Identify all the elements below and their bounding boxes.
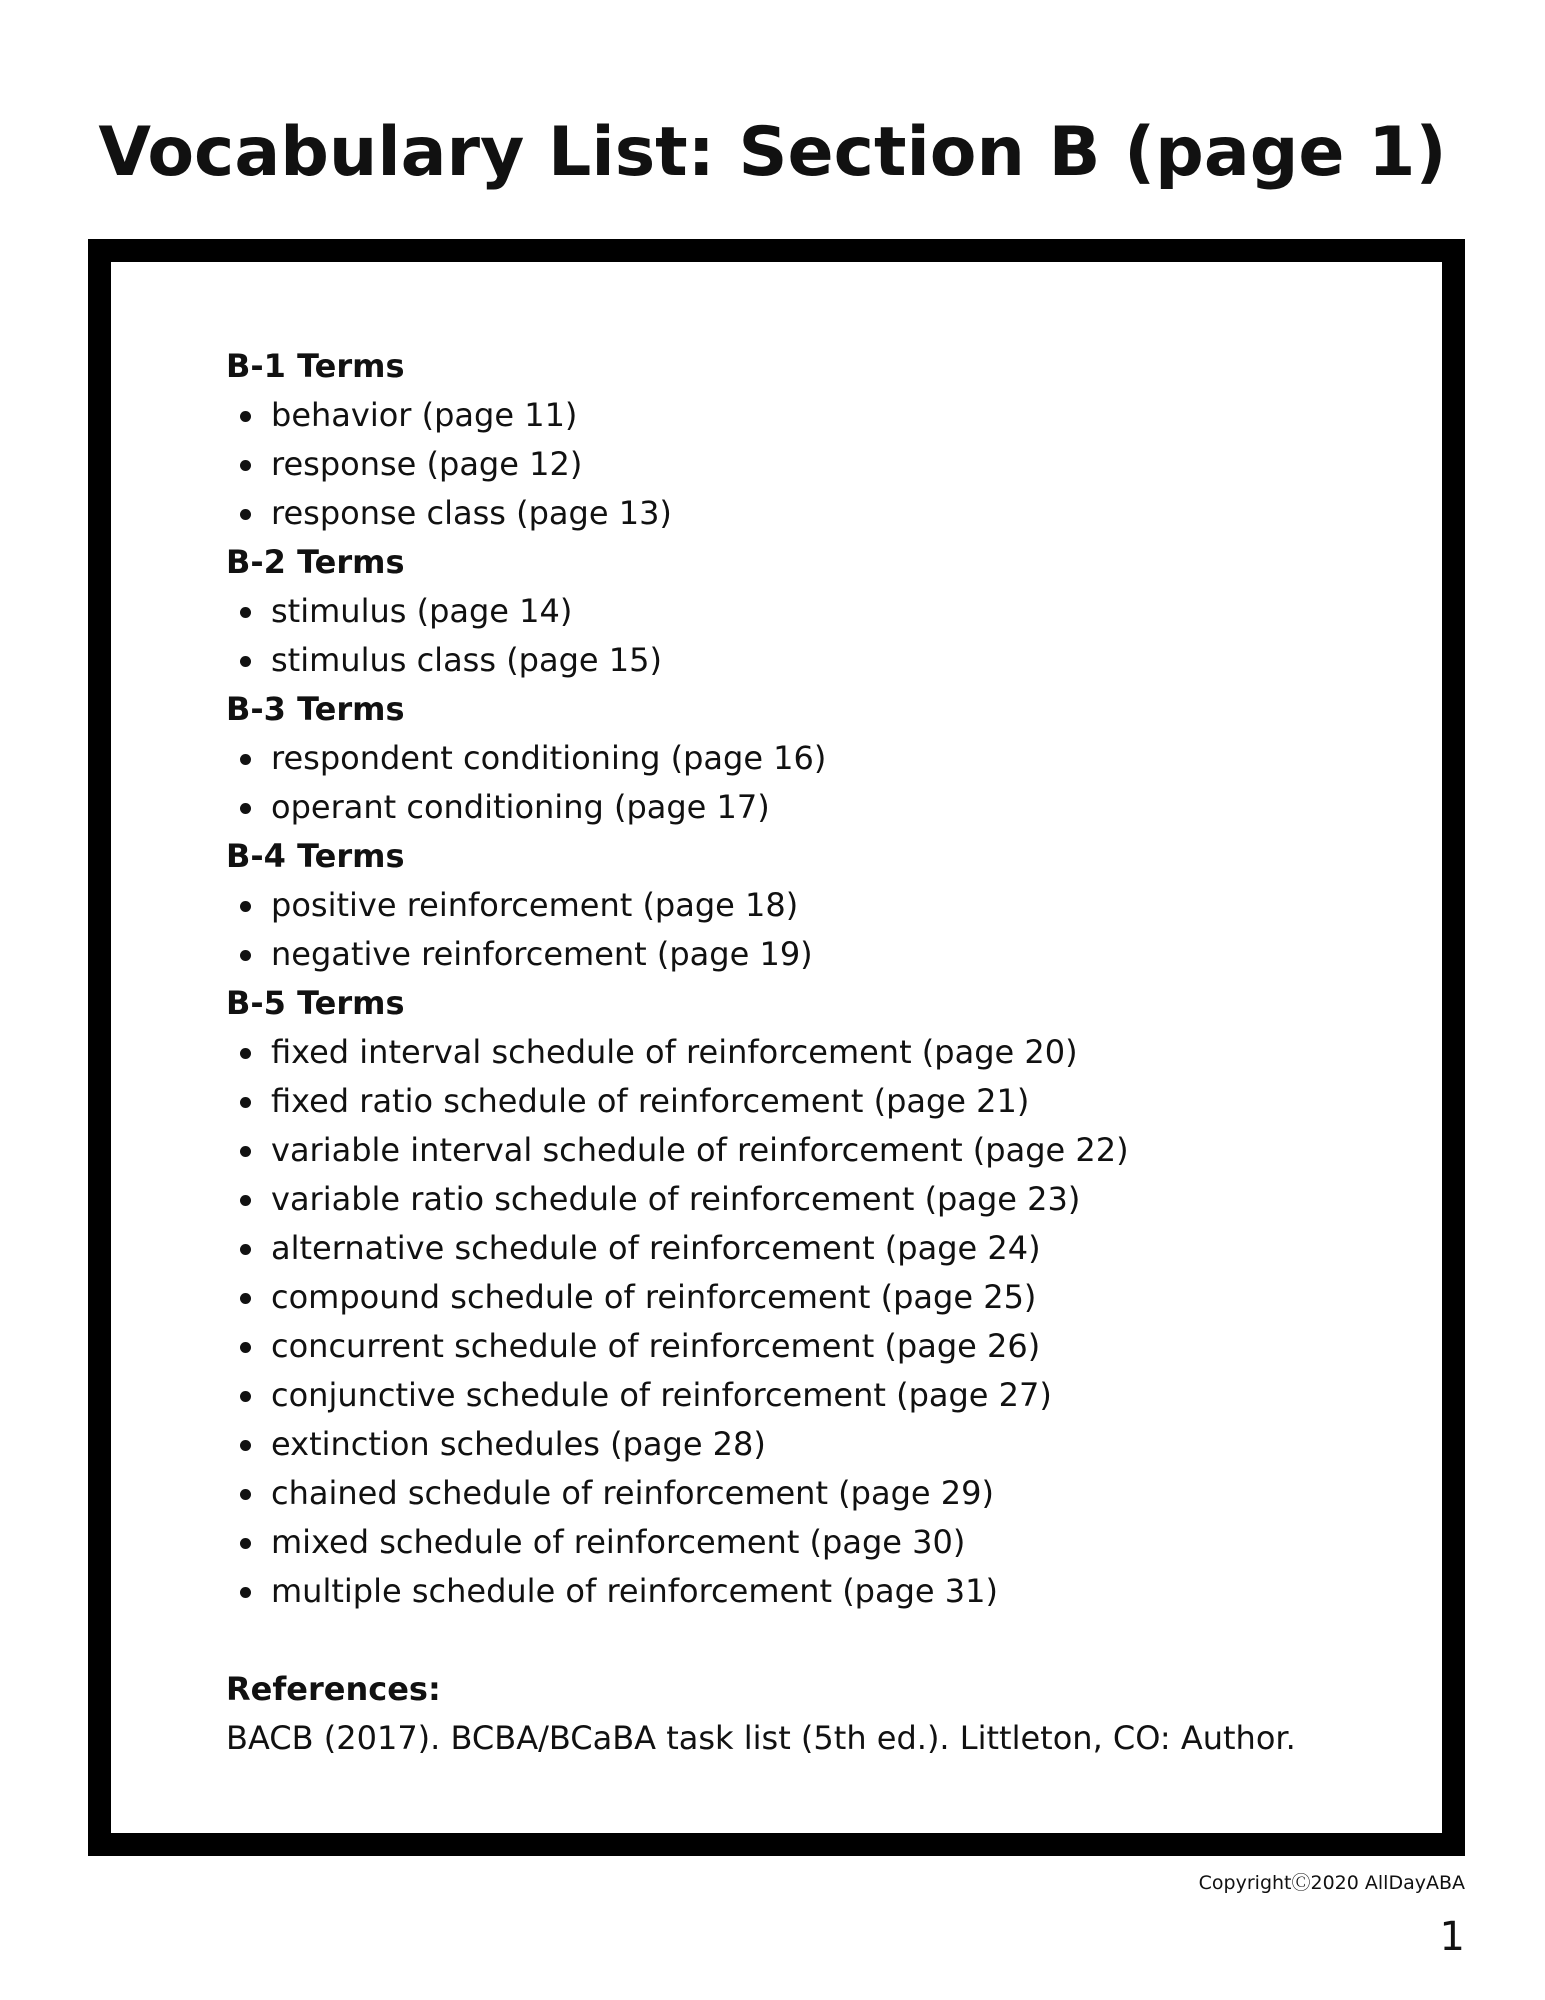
copyright-notice: CopyrightⒸ2020 AllDayABA [1198, 1872, 1465, 1894]
term-list [226, 391, 1426, 538]
section-b4 [226, 832, 1426, 979]
bullet-icon [240, 754, 251, 765]
term-text: response class (page 13) [271, 494, 672, 532]
bullet-icon [240, 1587, 251, 1598]
list-item [226, 1322, 1426, 1371]
list-item [226, 1028, 1426, 1077]
bullet-icon [240, 411, 251, 422]
content-frame [88, 239, 1465, 1856]
list-item [226, 1518, 1426, 1567]
bullet-icon [240, 1244, 251, 1255]
list-item [226, 1126, 1426, 1175]
references-heading: References: [226, 1670, 441, 1708]
list-item [226, 1077, 1426, 1126]
bullet-icon [240, 1293, 251, 1304]
term-text: chained schedule of reinforcement (page 29) [271, 1474, 994, 1512]
bullet-icon [240, 1146, 251, 1157]
bullet-icon [240, 509, 251, 520]
list-item [226, 440, 1426, 489]
term-text: compound schedule of reinforcement (page 25) [271, 1278, 1037, 1316]
term-text: stimulus (page 14) [271, 592, 573, 630]
bullet-icon [240, 1342, 251, 1353]
bullet-icon [240, 1440, 251, 1451]
list-item [226, 734, 1426, 783]
list-item [226, 783, 1426, 832]
bullet-icon [240, 1195, 251, 1206]
bullet-icon [240, 1391, 251, 1402]
vocabulary-content [226, 342, 1426, 1763]
term-text: operant conditioning (page 17) [271, 788, 770, 826]
list-item [226, 636, 1426, 685]
section-heading: B-2 Terms [226, 543, 405, 581]
list-item [226, 1420, 1426, 1469]
list-item [226, 1175, 1426, 1224]
references-section [226, 1665, 1426, 1763]
term-text: response (page 12) [271, 445, 583, 483]
section-b2 [226, 538, 1426, 685]
term-list [226, 587, 1426, 685]
term-text: variable ratio schedule of reinforcement (page 23) [271, 1180, 1081, 1218]
reference-citation: BACB (2017). BCBA/BCaBA task list (5th ed.). Littleton, CO: Author. [226, 1719, 1296, 1757]
term-text: stimulus class (page 15) [271, 641, 662, 679]
list-item [226, 1469, 1426, 1518]
page-title: Vocabulary List: Section B (page 1) [98, 113, 1447, 192]
term-text: mixed schedule of reinforcement (page 30) [271, 1523, 966, 1561]
list-item [226, 930, 1426, 979]
section-heading: B-1 Terms [226, 347, 405, 385]
term-text: variable interval schedule of reinforcement (page 22) [271, 1131, 1129, 1169]
bullet-icon [240, 607, 251, 618]
section-heading: B-3 Terms [226, 690, 405, 728]
bullet-icon [240, 1097, 251, 1108]
bullet-icon [240, 803, 251, 814]
section-b3 [226, 685, 1426, 832]
section-heading: B-4 Terms [226, 837, 405, 875]
list-item [226, 391, 1426, 440]
section-b1 [226, 342, 1426, 538]
bullet-icon [240, 1048, 251, 1059]
term-text: extinction schedules (page 28) [271, 1425, 766, 1463]
bullet-icon [240, 1538, 251, 1549]
list-item [226, 1224, 1426, 1273]
bullet-icon [240, 901, 251, 912]
list-item [226, 1273, 1426, 1322]
term-text: negative reinforcement (page 19) [271, 935, 813, 973]
page-number: 1 [1439, 1914, 1465, 1960]
bullet-icon [240, 950, 251, 961]
section-heading: B-5 Terms [226, 984, 405, 1022]
term-text: respondent conditioning (page 16) [271, 739, 827, 777]
term-text: conjunctive schedule of reinforcement (page 27) [271, 1376, 1052, 1414]
term-text: multiple schedule of reinforcement (page 31) [271, 1572, 998, 1610]
list-item [226, 881, 1426, 930]
term-list [226, 881, 1426, 979]
section-b5 [226, 979, 1426, 1616]
term-text: fixed interval schedule of reinforcement (page 20) [271, 1033, 1078, 1071]
term-text: alternative schedule of reinforcement (page 24) [271, 1229, 1041, 1267]
term-text: concurrent schedule of reinforcement (page 26) [271, 1327, 1041, 1365]
term-text: positive reinforcement (page 18) [271, 886, 799, 924]
list-item [226, 1371, 1426, 1420]
term-text: behavior (page 11) [271, 396, 578, 434]
list-item [226, 587, 1426, 636]
term-list [226, 734, 1426, 832]
term-text: fixed ratio schedule of reinforcement (page 21) [271, 1082, 1030, 1120]
bullet-icon [240, 460, 251, 471]
list-item [226, 489, 1426, 538]
term-list [226, 1028, 1426, 1616]
bullet-icon [240, 656, 251, 667]
bullet-icon [240, 1489, 251, 1500]
list-item [226, 1567, 1426, 1616]
